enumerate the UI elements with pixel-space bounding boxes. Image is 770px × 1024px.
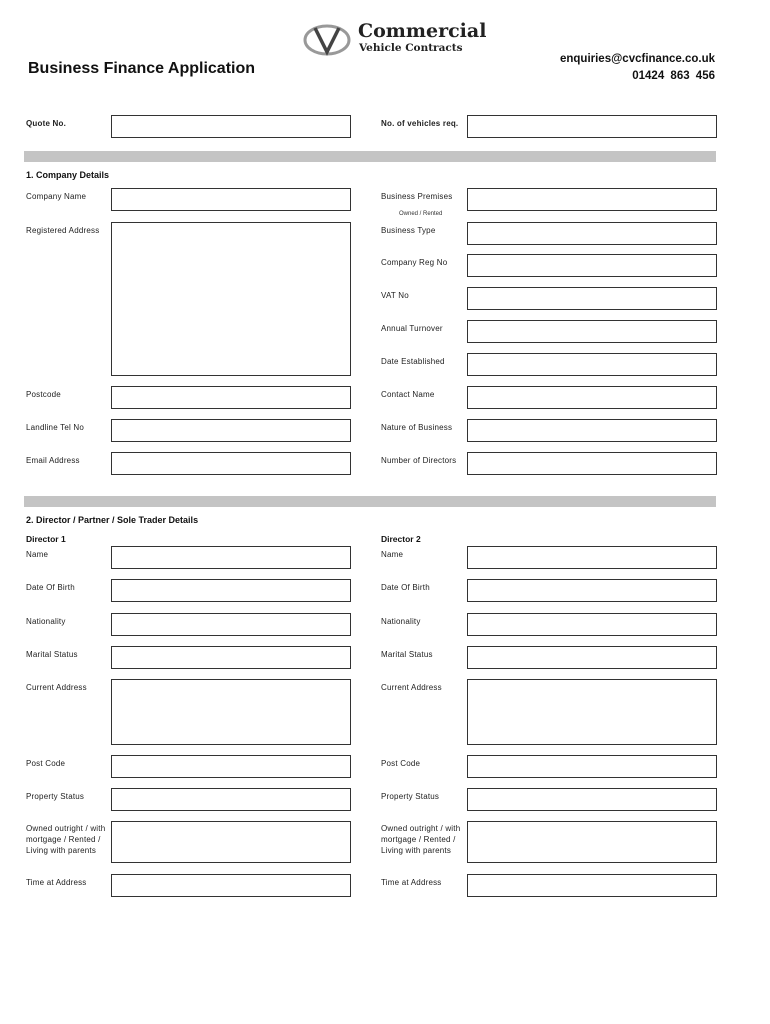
company-details-title: 1. Company Details [26,170,110,180]
d2-nationality-label: Nationality [381,617,421,626]
d1-current-address-field[interactable] [111,679,351,745]
postcode-label: Postcode [26,390,61,399]
d1-post-code-label: Post Code [26,759,66,768]
annual-turnover-field[interactable] [467,320,717,343]
email-address-field[interactable] [111,452,351,475]
d1-ownership-label-3: Living with parents [26,846,97,855]
d1-ownership-label-1: Owned outright / with [26,824,106,833]
landline-field[interactable] [111,419,351,442]
d2-name-label: Name [381,550,404,559]
contact-name-label: Contact Name [381,390,435,399]
premises-note: Owned / Rented [399,211,443,217]
d2-current-address-field[interactable] [467,679,717,745]
contact-phone: 01424 863 456 [632,70,715,82]
d2-property-status-field[interactable] [467,788,717,811]
d1-property-status-field[interactable] [111,788,351,811]
d1-marital-status-label: Marital Status [26,650,78,659]
d2-dob-label: Date Of Birth [381,583,430,592]
d2-dob-field[interactable] [467,579,717,602]
d2-post-code-field[interactable] [467,755,717,778]
director-1-heading: Director 1 [26,534,66,544]
d1-dob-label: Date Of Birth [26,583,75,592]
d2-name-field[interactable] [467,546,717,569]
d1-ownership-label-2: mortgage / Rented / [26,835,101,844]
d1-nationality-field[interactable] [111,613,351,636]
d1-nationality-label: Nationality [26,617,66,626]
d2-time-at-address-field[interactable] [467,874,717,897]
d2-ownership-label-2: mortgage / Rented / [381,835,456,844]
director-details-title: 2. Director / Partner / Sole Trader Details [26,515,199,525]
registered-address-label: Registered Address [26,226,100,235]
d1-name-field[interactable] [111,546,351,569]
d2-property-status-label: Property Status [381,792,440,801]
annual-turnover-label: Annual Turnover [381,324,443,333]
email-address-label: Email Address [26,456,80,465]
quote-no-label: Quote No. [26,119,67,128]
postcode-field[interactable] [111,386,351,409]
company-reg-no-field[interactable] [467,254,717,277]
vehicles-req-label: No. of vehicles req. [381,119,459,128]
d2-time-at-address-label: Time at Address [381,878,442,887]
nature-of-business-field[interactable] [467,419,717,442]
d2-post-code-label: Post Code [381,759,421,768]
company-name-field[interactable] [111,188,351,211]
d2-marital-status-label: Marital Status [381,650,433,659]
d2-current-address-label: Current Address [381,683,442,692]
number-of-directors-label: Number of Directors [381,456,457,465]
business-premises-label: Business Premises [381,192,453,201]
d2-ownership-label-1: Owned outright / with [381,824,461,833]
brand-name-line2: Vehicle Contracts [359,42,463,54]
date-established-field[interactable] [467,353,717,376]
contact-name-field[interactable] [467,386,717,409]
d1-time-at-address-field[interactable] [111,874,351,897]
d1-dob-field[interactable] [111,579,351,602]
vat-no-label: VAT No [381,291,409,300]
d1-marital-status-field[interactable] [111,646,351,669]
d1-time-at-address-label: Time at Address [26,878,87,887]
registered-address-field[interactable] [111,222,351,376]
director-2-heading: Director 2 [381,534,421,544]
number-of-directors-field[interactable] [467,452,717,475]
landline-label: Landline Tel No [26,423,85,432]
section-divider-2 [24,496,716,507]
d2-nationality-field[interactable] [467,613,717,636]
d1-name-label: Name [26,550,49,559]
d1-post-code-field[interactable] [111,755,351,778]
vat-no-field[interactable] [467,287,717,310]
brand-name-line1: Commercial [358,20,487,42]
company-name-label: Company Name [26,192,87,201]
d1-ownership-field[interactable] [111,821,351,863]
d1-current-address-label: Current Address [26,683,87,692]
contact-email[interactable]: enquiries@cvcfinance.co.uk [559,53,715,65]
company-reg-no-label: Company Reg No [381,258,448,267]
d2-marital-status-field[interactable] [467,646,717,669]
date-established-label: Date Established [381,357,445,366]
section-divider-1 [24,151,716,162]
nature-of-business-label: Nature of Business [381,423,453,432]
business-type-label: Business Type [381,226,436,235]
business-premises-field[interactable] [467,188,717,211]
d2-ownership-field[interactable] [467,821,717,863]
d2-ownership-label-3: Living with parents [381,846,452,855]
vehicles-req-field[interactable] [467,115,717,138]
d1-property-status-label: Property Status [26,792,85,801]
business-type-field[interactable] [467,222,717,245]
page-title: Business Finance Application [28,60,256,77]
quote-no-field[interactable] [111,115,351,138]
